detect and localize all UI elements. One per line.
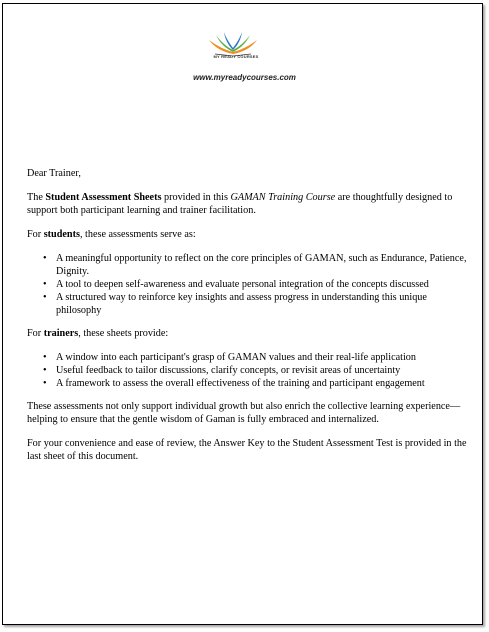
bullet-icon: •: [43, 292, 47, 303]
intro-bold: Student Assessment Sheets: [45, 192, 162, 203]
students-heading: For students, these assessments serve as:: [27, 229, 196, 240]
intro-paragraph: The Student Assessment Sheets provided in this GAMAN Training Course are thoughtfully designed to support both participant learning and trainer facilitation.: [27, 192, 453, 216]
list-item: • A structured way to reinforce key insights and assess progress in understanding this unique philosophy: [43, 292, 427, 316]
trainers-heading: For trainers, these sheets provide:: [27, 328, 169, 339]
list-item: • Useful feedback to tailor discussions, clarify concepts, or revisit areas of uncertainty: [43, 365, 401, 376]
course-name: GAMAN Training Course: [230, 192, 336, 203]
letter-body: [27, 167, 467, 474]
bullet-icon: •: [43, 253, 47, 264]
bullet-icon: •: [43, 378, 47, 389]
students-list: [27, 252, 467, 317]
list-item: • A tool to deepen self-awareness and evaluate personal integration of the concepts discussed: [43, 279, 429, 290]
logo-right-wing: [233, 32, 257, 54]
list-item: • A window into each participant's grasp of GAMAN values and their real-life application: [43, 352, 416, 363]
closing-paragraph-1: These assessments not only support individual growth but also enrich the collective learning experience—helping to ensure that the gentle wisdom of Gaman is fully embraced and internalized.: [27, 401, 461, 425]
bullet-icon: •: [43, 279, 47, 290]
logo-left-wing: [209, 32, 233, 54]
list-item: • A meaningful opportunity to reflect on the core principles of GAMAN, such as Endurance, Patience, Dignity.: [43, 253, 467, 277]
bullet-icon: •: [43, 365, 47, 376]
closing-paragraph-2: For your convenience and ease of review, the Answer Key to the Student Assessment Test is provided in the last sheet of this document.: [27, 438, 467, 462]
bullet-icon: •: [43, 352, 47, 363]
trainers-list: [27, 351, 467, 390]
logo-text: MY READY COURSES: [213, 54, 259, 59]
website-url[interactable]: www.myreadycourses.com: [193, 73, 296, 82]
salutation: Dear Trainer,: [27, 168, 81, 179]
list-item: • A framework to assess the overall effectiveness of the training and participant engagement: [43, 378, 425, 389]
